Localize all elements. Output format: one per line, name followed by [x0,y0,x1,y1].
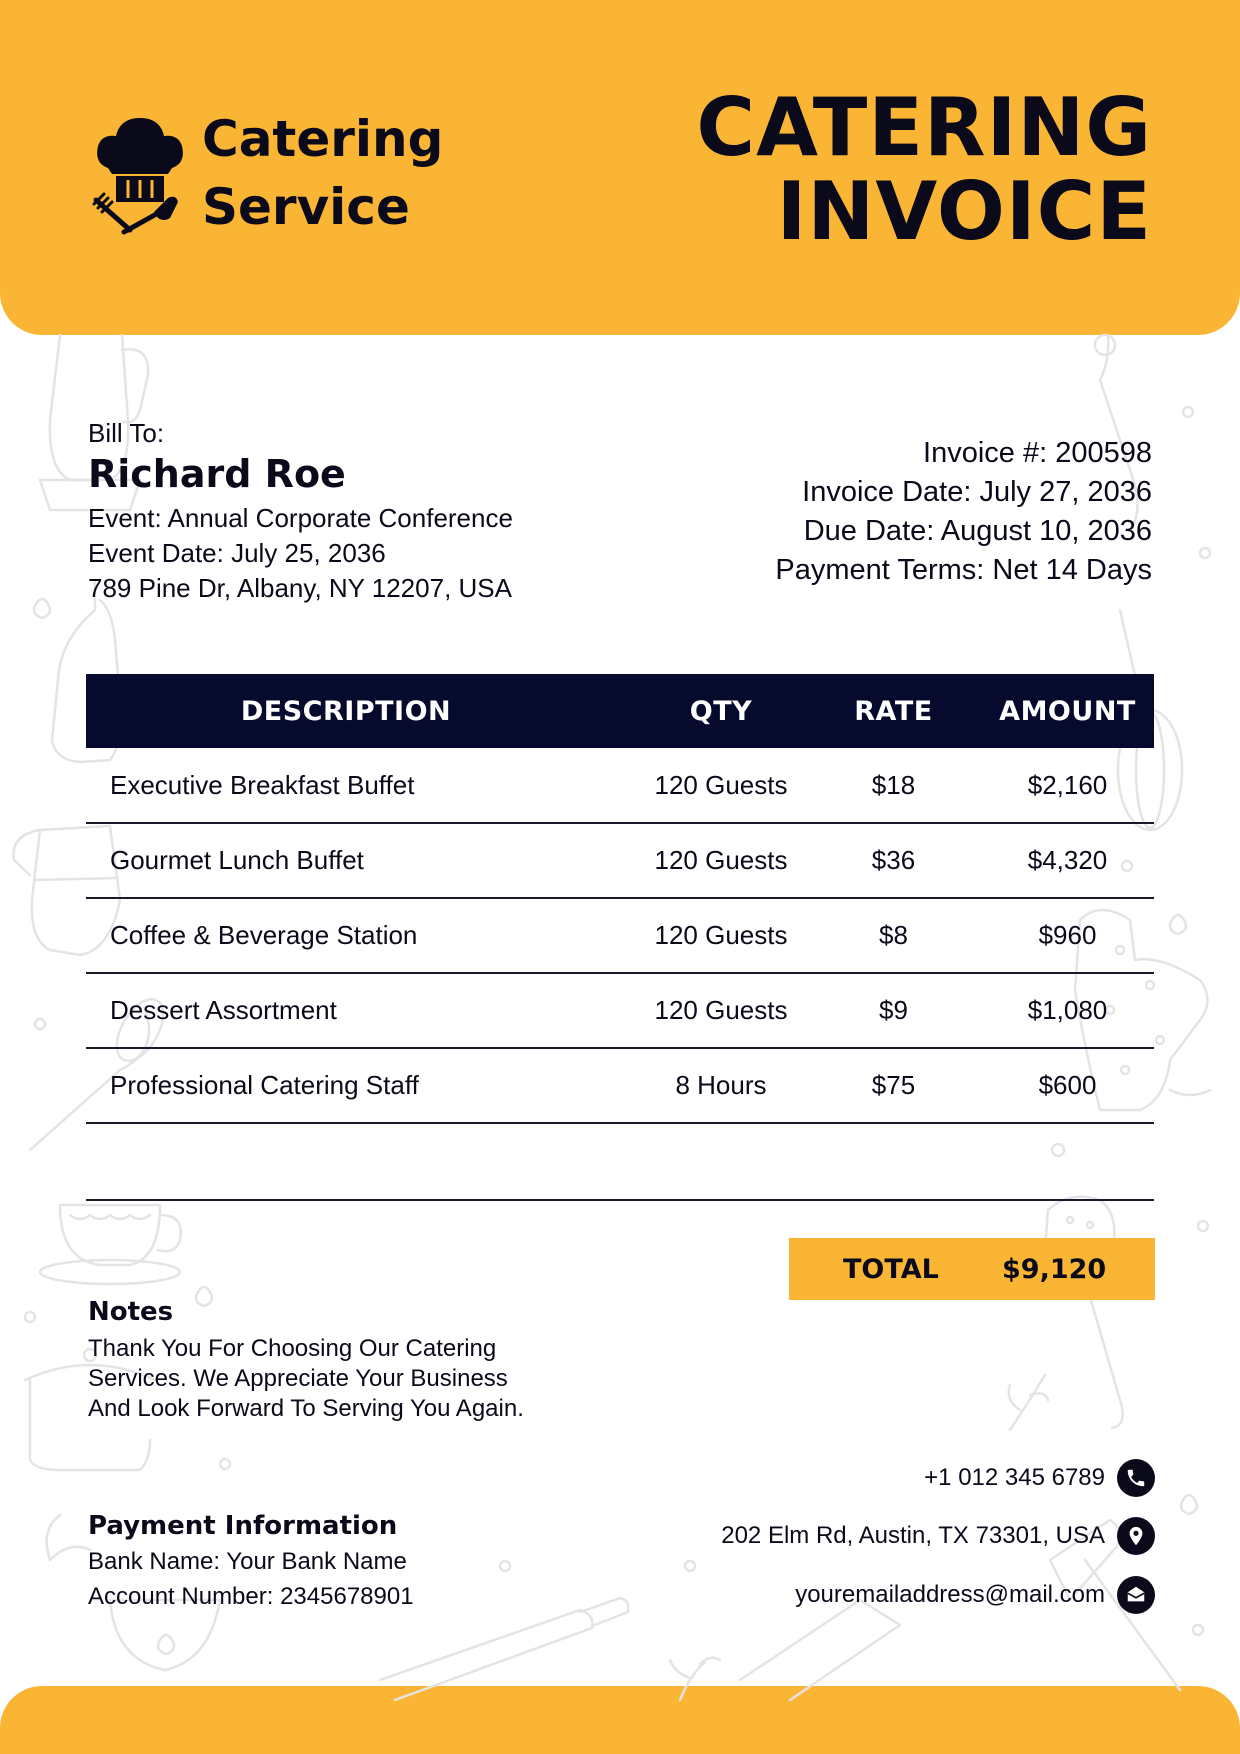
table-row [86,898,1154,973]
due-date: Due Date: August 10, 2036 [803,515,1152,547]
phone-icon [1117,1459,1155,1497]
bill-to-label: Bill To: [88,418,165,448]
row-amount: $2,160 [981,748,1154,823]
bill-to-name: Richard Roe [88,452,346,496]
contact-phone-text[interactable]: +1 012 345 6789 [924,1464,1105,1491]
header-rate: RATE [806,674,981,748]
invoice-meta [775,434,1152,590]
row-qty: 120 Guests [636,973,806,1048]
invoice-items-table [86,674,1154,1124]
bill-to-event-date: Event Date: July 25, 2036 [88,538,386,568]
header-qty: QTY [636,674,806,748]
table-header-row [86,674,1154,748]
invoice-title [592,81,1152,258]
notes-title: Notes [88,1297,174,1327]
row-description: Executive Breakfast Buffet [86,748,636,823]
table-row [86,973,1154,1048]
table-end-divider [86,1199,1154,1201]
notes-line: Services. We Appreciate Your Business [88,1365,508,1392]
row-amount: $960 [981,898,1154,973]
table-row [86,1048,1154,1123]
contact-phone [924,1458,1155,1498]
row-description: Gourmet Lunch Buffet [86,823,636,898]
payment-info-title: Payment Information [88,1511,398,1541]
total-box [789,1238,1155,1300]
account-number: Account Number: 2345678901 [88,1583,414,1610]
table-row [86,823,1154,898]
brand-logo [90,108,450,238]
row-qty: 120 Guests [636,823,806,898]
total-label: TOTAL [843,1254,939,1285]
row-description: Dessert Assortment [86,973,636,1048]
bill-to-address: 789 Pine Dr, Albany, NY 12207, USA [88,573,512,603]
row-description: Professional Catering Staff [86,1048,636,1123]
notes-line: And Look Forward To Serving You Again. [88,1395,524,1422]
row-rate: $9 [806,973,981,1048]
row-qty: 8 Hours [636,1048,806,1123]
row-rate: $36 [806,823,981,898]
invoice-date: Invoice Date: July 27, 2036 [802,476,1152,508]
row-amount: $1,080 [981,973,1154,1048]
contact-address-text: 202 Elm Rd, Austin, TX 73301, USA [721,1522,1105,1549]
row-rate: $75 [806,1048,981,1123]
contact-email-text[interactable]: youremailaddress@mail.com [795,1581,1105,1608]
table-row [86,748,1154,823]
row-amount: $4,320 [981,823,1154,898]
header-description: DESCRIPTION [86,674,636,748]
bill-to-event: Event: Annual Corporate Conference [88,503,513,533]
row-qty: 120 Guests [636,898,806,973]
invoice-number: Invoice #: 200598 [923,437,1152,469]
brand-name-line1: Catering [202,110,444,168]
row-amount: $600 [981,1048,1154,1123]
row-qty: 120 Guests [636,748,806,823]
row-description: Coffee & Beverage Station [86,898,636,973]
row-rate: $8 [806,898,981,973]
invoice-title-line1: CATERING [696,81,1152,174]
payment-terms: Payment Terms: Net 14 Days [775,554,1152,586]
invoice-title-line2: INVOICE [776,165,1152,258]
contact-email [795,1575,1155,1615]
brand-name-line2: Service [202,178,410,236]
contact-address [721,1516,1155,1556]
notes-body [88,1334,558,1424]
envelope-icon [1117,1576,1155,1614]
notes-line: Thank You For Choosing Our Catering [88,1335,497,1362]
footer-band [0,1686,1240,1754]
location-pin-icon [1117,1517,1155,1555]
total-value: $9,120 [1002,1254,1107,1285]
bank-name: Bank Name: Your Bank Name [88,1548,407,1575]
header-amount: AMOUNT [981,674,1154,748]
chef-hat-and-utensils-icon [90,108,190,238]
row-rate: $18 [806,748,981,823]
